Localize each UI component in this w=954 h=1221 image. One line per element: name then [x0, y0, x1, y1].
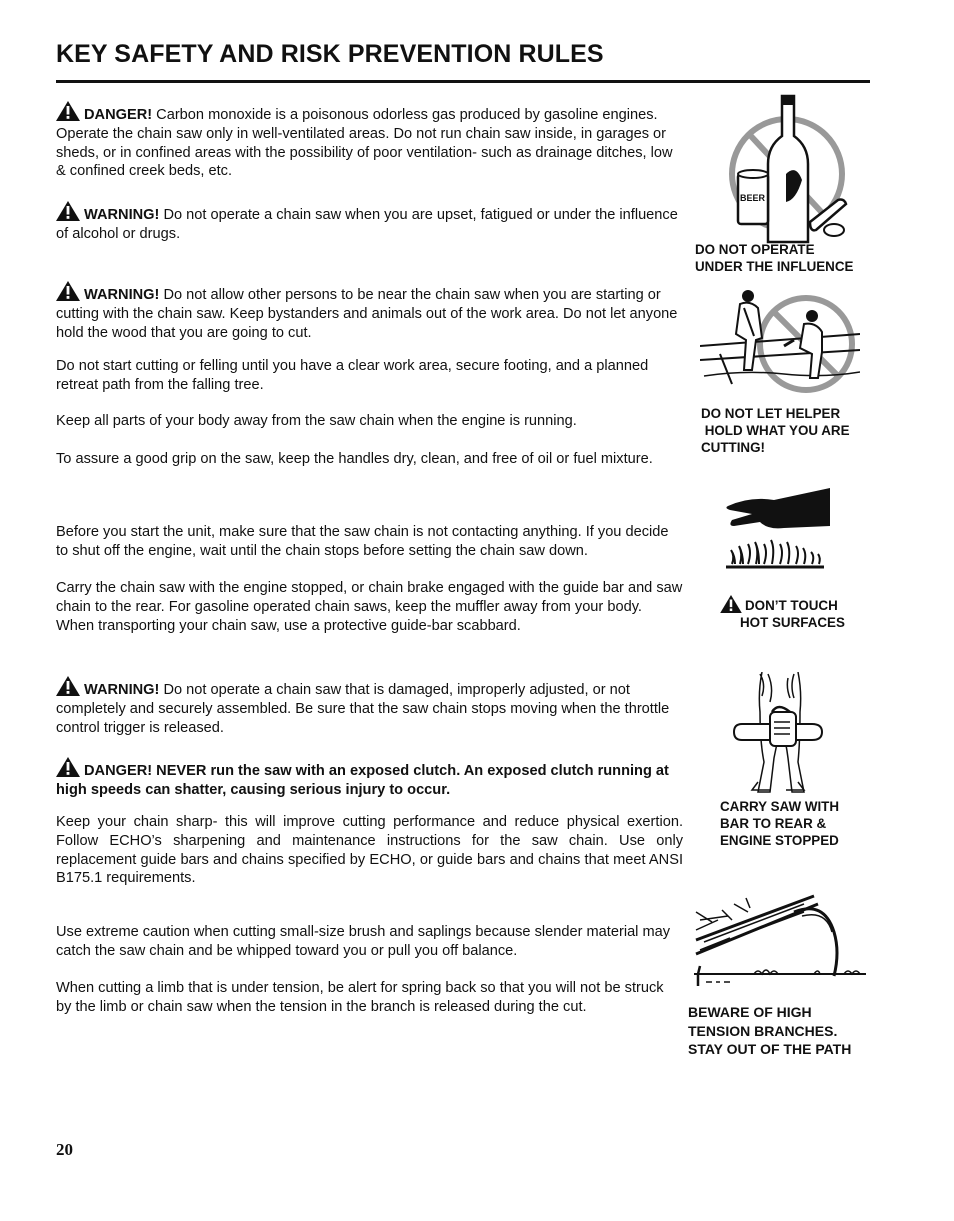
warning-triangle-icon: [720, 595, 742, 613]
title-rule: [56, 80, 870, 83]
caption-carry: [720, 798, 839, 849]
warning-text: Do not operate a chain saw that is damaged, improperly adjusted, or not completely and securely assembled. Be sure that the saw chain stops moving when the throttle control trigger is released.: [56, 682, 670, 736]
warning-triangle-icon: [56, 676, 80, 696]
hot-surface-hand-icon: [724, 488, 834, 572]
caption-line: ENGINE STOPPED: [720, 833, 839, 848]
caption-hot: [720, 595, 845, 631]
caption-tension: [688, 1003, 851, 1059]
caption-line: UNDER THE INFLUENCE: [695, 259, 854, 274]
danger-text: Carbon monoxide is a poisonous odorless gas produced by gasoline engines. Operate the chain saw only in well-ventilated areas. Do not run chain saw inside, in garages or sheds, or in confined areas with the possibility of poor ventilation- such as drainage ditches, low & confined creek beds, etc.: [56, 107, 673, 180]
warning-bystanders: [56, 281, 683, 342]
caption-line: BEWARE OF HIGH: [688, 1004, 812, 1020]
paragraph-chain-sharp: Keep your chain sharp- this will improve cutting performance and reduce physical exertion. Follow ECHO’s sharpening and maintenance instructions for the saw chain. Use only replacement guide bars and chains specified by ECHO, or guide bars and chains that meet ANSI B175.1 requirements.: [56, 814, 683, 887]
caption-line: CUTTING!: [701, 440, 765, 455]
warning-triangle-icon: [56, 757, 80, 777]
page-title: KEY SAFETY AND RISK PREVENTION RULES: [56, 40, 604, 68]
warning-text: Do not allow other persons to be near the chain saw when you are starting or cutting with the chain saw. Keep bystanders and animals out of the work area. Do not let anyone hold the wood that you are going to cut.: [56, 287, 678, 341]
caption-line: HOLD WHAT YOU ARE: [701, 423, 850, 438]
paragraph-before-start: Before you start the unit, make sure that the saw chain is not contacting anything. If you decide to shut off the engine, wait until the chain stops before setting the chain saw down.: [56, 524, 669, 559]
paragraph-brush-saplings: Use extreme caution when cutting small-size brush and saplings because slender material may catch the saw chain and be whipped toward you or pull you off balance.: [56, 924, 671, 959]
warning-damaged-saw: [56, 676, 683, 737]
danger-label: DANGER!: [84, 107, 153, 123]
danger-text: DANGER! NEVER run the saw with an exposed clutch. An exposed clutch running at high speeds can shatter, causing serious injury to occur.: [56, 763, 669, 798]
no-alcohol-icon: [724, 94, 850, 244]
danger-exposed-clutch: [56, 757, 683, 800]
warning-label: WARNING!: [84, 207, 160, 223]
warning-label: WARNING!: [84, 682, 160, 698]
paragraph-good-grip: To assure a good grip on the saw, keep the handles dry, clean, and free of oil or fuel mixture.: [56, 451, 653, 467]
tension-branch-icon: [694, 890, 866, 990]
no-helper-icon: [700, 286, 860, 396]
caption-line: TENSION BRANCHES.: [688, 1022, 838, 1039]
page-number: 20: [56, 1140, 73, 1159]
danger-carbon-monoxide: [56, 101, 683, 181]
caption-line: DO NOT LET HELPER: [701, 406, 841, 421]
warning-triangle-icon: [56, 281, 80, 301]
caption-line: BAR TO REAR &: [720, 816, 827, 831]
caption-influence: [695, 241, 853, 275]
paragraph-limb-tension: When cutting a limb that is under tension, be alert for spring back so that you will not be struck by the limb or chain saw when the tension in the branch is released during the cut.: [56, 980, 664, 1015]
beer-label: BEER: [740, 193, 766, 203]
caption-line: STAY OUT OF THE PATH: [688, 1041, 852, 1057]
paragraph-clear-work-area: Do not start cutting or felling until you have a clear work area, secure footing, and a planned retreat path from the falling tree.: [56, 358, 649, 393]
carry-saw-icon: [732, 672, 824, 794]
warning-triangle-icon: [56, 101, 80, 121]
caption-line: DON’T TOUCH: [745, 598, 838, 613]
warning-triangle-icon: [56, 201, 80, 221]
warning-label: WARNING!: [84, 287, 160, 303]
paragraph-body-away: Keep all parts of your body away from the saw chain when the engine is running.: [56, 413, 577, 429]
caption-line: HOT SURFACES: [740, 615, 845, 630]
caption-line: DO NOT OPERATE: [695, 242, 815, 257]
caption-helper: [701, 405, 850, 456]
paragraph-carry-saw: Carry the chain saw with the engine stopped, or chain brake engaged with the guide bar and saw chain to the rear. For gasoline operated chain saws, keep the muffler away from your body. When transporting your chain saw, use a protective guide-bar scabbard.: [56, 580, 683, 634]
warning-text: Do not operate a chain saw when you are upset, fatigued or under the influence of alcohol or drugs.: [56, 207, 678, 242]
warning-influence: [56, 201, 683, 244]
caption-line: CARRY SAW WITH: [720, 799, 840, 814]
